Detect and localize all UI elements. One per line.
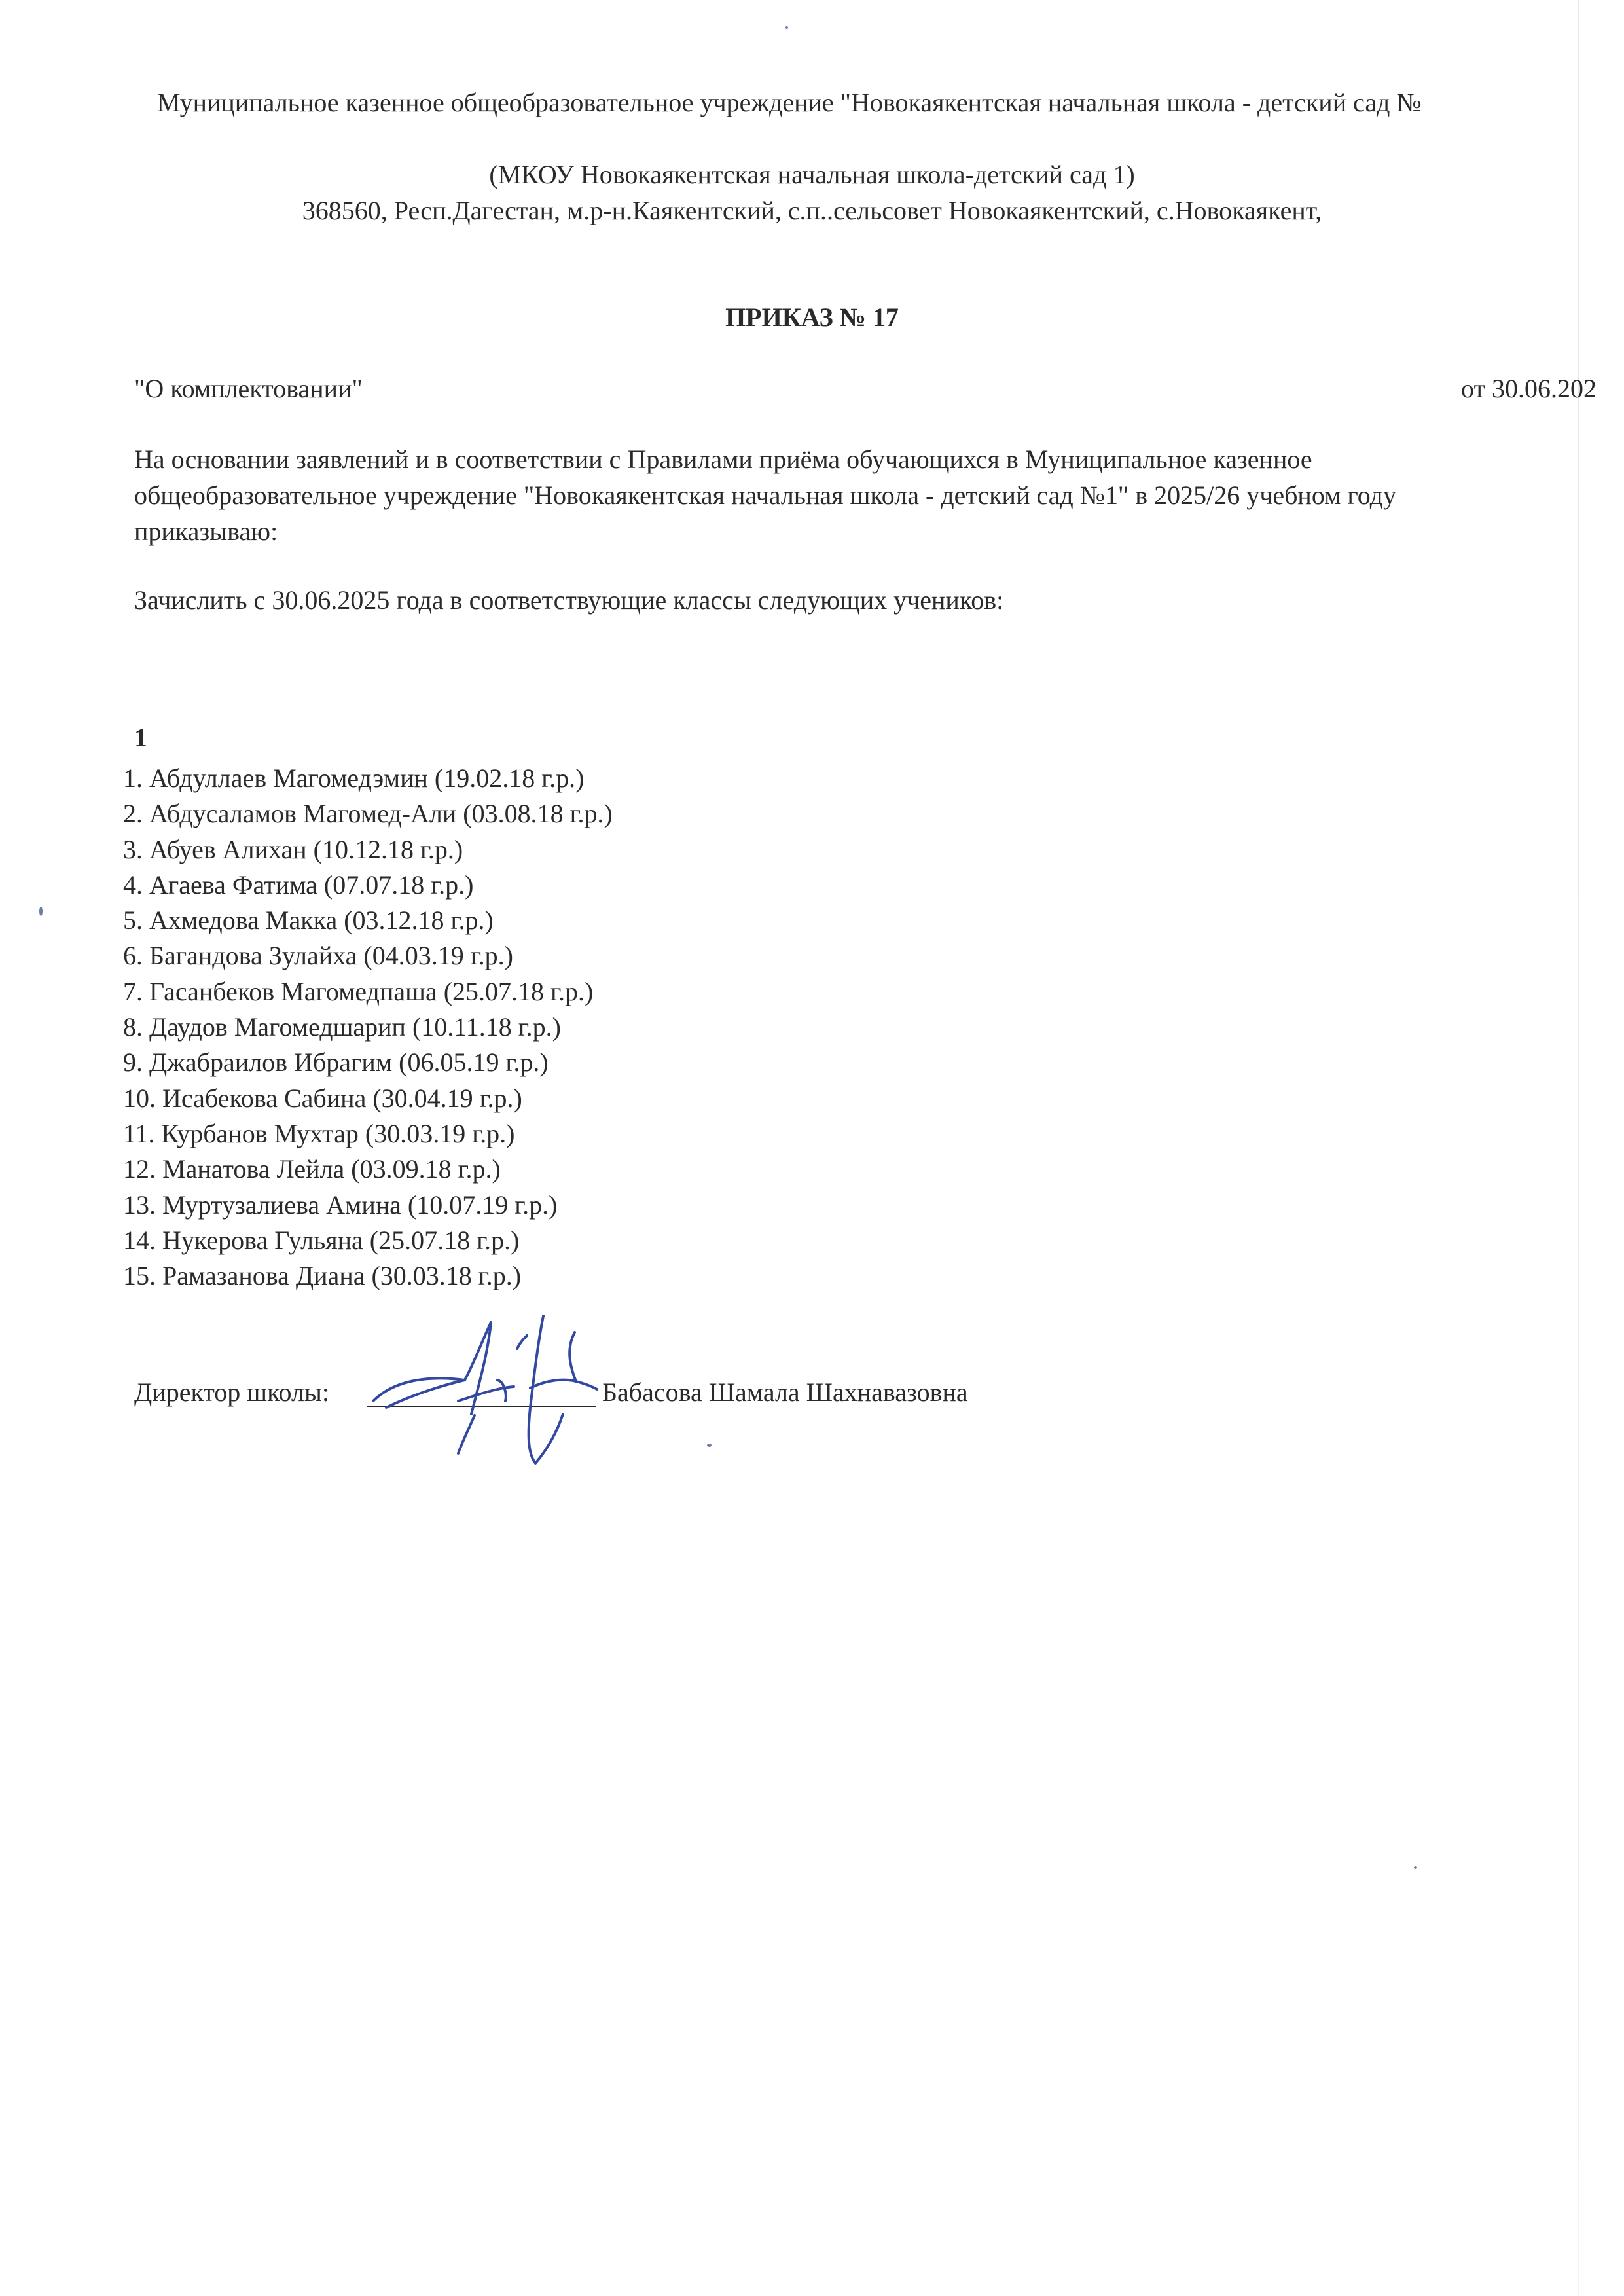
- scan-speck: [39, 907, 43, 916]
- student-item: 7. Гасанбеков Магомедпаша (25.07.18 г.р.): [123, 976, 594, 1006]
- student-item: 12. Манатова Лейла (03.09.18 г.р.): [123, 1154, 501, 1184]
- student-item: 5. Ахмедова Макка (03.12.18 г.р.): [123, 905, 494, 936]
- student-item: 9. Джабраилов Ибрагим (06.05.19 г.р.): [123, 1048, 549, 1078]
- student-item: 14. Нукерова Гульяна (25.07.18 г.р.): [123, 1225, 520, 1255]
- director-label: Директор школы:: [134, 1377, 329, 1407]
- class-number: 1: [134, 723, 147, 752]
- order-title: ПРИКАЗ № 17: [725, 302, 899, 332]
- handwritten-signature-icon: [367, 1303, 641, 1473]
- basis-text-line-1: На основании заявлений и в соответствии с Правилами приёма обучающихся в Муниципальное казенное: [134, 445, 1312, 474]
- student-item: 13. Муртузалиева Амина (10.07.19 г.р.): [123, 1190, 558, 1220]
- order-subject: "О комплектовании": [134, 374, 363, 403]
- student-item: 2. Абдусаламов Магомед-Али (03.08.18 г.р.): [123, 799, 613, 829]
- student-item: 6. Багандова Зулайха (04.03.19 г.р.): [123, 941, 513, 971]
- page-edge-shadow: [1578, 0, 1579, 2296]
- scan-speck: [1414, 1866, 1417, 1869]
- student-item: 10. Исабекова Сабина (30.04.19 г.р.): [123, 1083, 522, 1113]
- student-item: 11. Курбанов Мухтар (30.03.19 г.р.): [123, 1118, 515, 1148]
- student-item: 15. Рамазанова Диана (30.03.18 г.р.): [123, 1261, 522, 1291]
- scan-speck: [707, 1444, 712, 1447]
- basis-text-line-2: общеобразовательное учреждение "Новокаякентская начальная школа - детский сад №1" в 2025/26 учебном году: [134, 481, 1396, 510]
- student-item: 1. Абдуллаев Магомедэмин (19.02.18 г.р.): [123, 763, 585, 793]
- enroll-text: Зачислить с 30.06.2025 года в соответствующие классы следующих учеников:: [134, 585, 1004, 615]
- student-list: [123, 761, 613, 1294]
- school-abbreviation: (МКОУ Новокаякентская начальная школа-детский сад 1): [489, 160, 1135, 189]
- student-item: 4. Агаева Фатима (07.07.18 г.р.): [123, 869, 474, 900]
- basis-text-line-3: приказываю:: [134, 517, 278, 546]
- scan-speck: [785, 26, 788, 29]
- school-name: Муниципальное казенное общеобразовательное учреждение "Новокаякентская начальная школа - детский сад №: [157, 88, 1422, 117]
- student-item: 3. Абуев Алихан (10.12.18 г.р.): [123, 834, 463, 864]
- student-item: 8. Даудов Магомедшарип (10.11.18 г.р.): [123, 1012, 562, 1042]
- school-address: 368560, Респ.Дагестан, м.р-н.Каякентский, с.п..сельсовет Новокаякентский, с.Новокаякент,: [302, 196, 1322, 225]
- director-name: Бабасова Шамала Шахнавазовна: [602, 1377, 968, 1407]
- order-date: от 30.06.202: [1461, 374, 1597, 403]
